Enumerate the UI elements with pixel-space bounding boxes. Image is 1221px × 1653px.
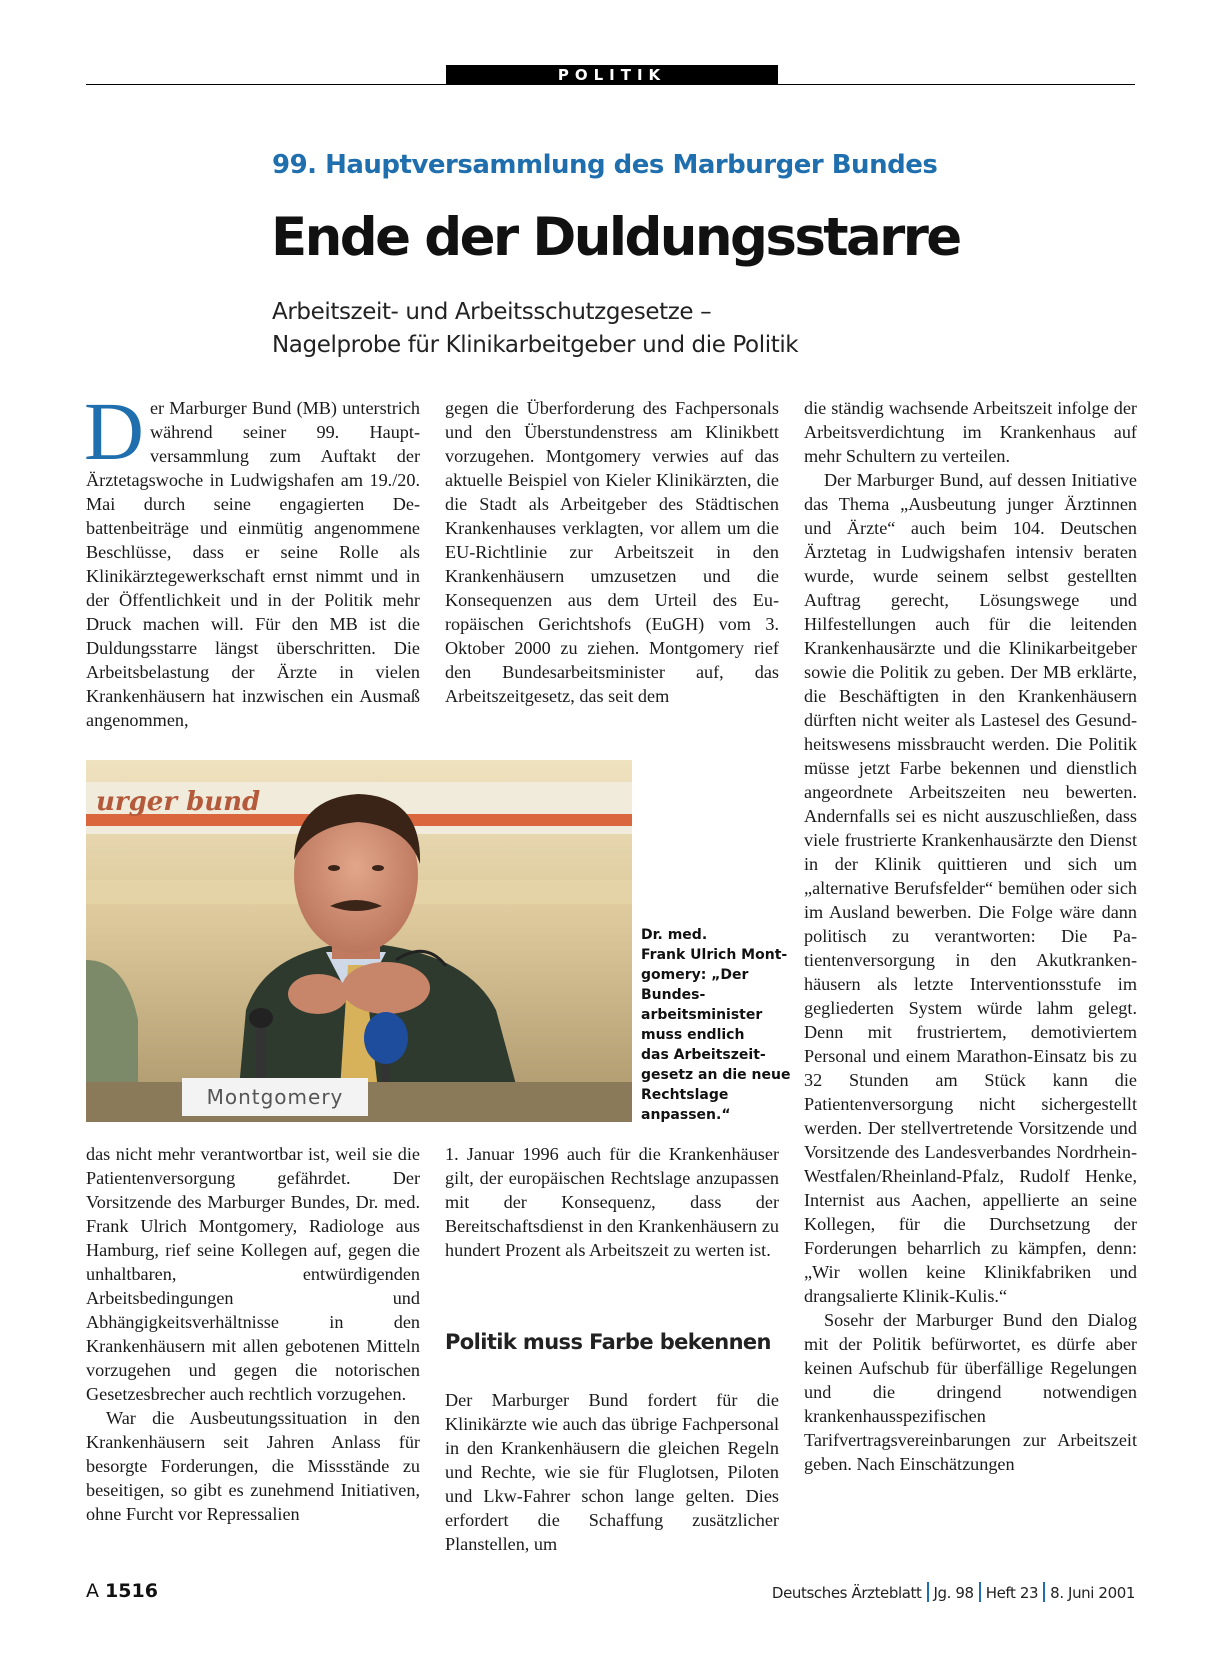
paragraph: 1. Januar 1996 auch für die Krankenhäuser gilt, der europäischen Rechtslage anzupassen mit der Konsequenz, dass der Bereitschaftsdienst in den Krankenhäusern zu hundert Prozent als Arbeitszeit zu werten ist.: [445, 1144, 779, 1260]
paragraph: die ständig wachsende Arbeitszeit infolge der Arbeitsverdichtung im Krankenhaus auf mehr Schultern zu verteilen.: [804, 398, 1137, 466]
paragraph: Der Marburger Bund fordert für die Klinikärzte wie auch das übrige Fachpersonal in den Krankenhäusern die gleichen Regeln und Rechte, wie sie für Fluglotsen, Piloten und Lkw-Fahrer schon lange gelten. Dies erfordert die Schaffung zusätzlicher Planstellen, um: [445, 1390, 779, 1554]
caption-line: gesetz an die neue: [641, 1067, 791, 1083]
lead-paragraph: [84, 385, 420, 732]
journal-name: Deutsches Ärzteblatt: [771, 1584, 922, 1602]
caption-line: Frank Ulrich Mont-: [641, 947, 788, 963]
photo-illustration: [86, 760, 632, 1122]
column-1-top: [84, 385, 420, 732]
paragraph: Der Marburger Bund, auf dessen Initiative das Thema „Ausbeutung junger Ärztinnen und Ärzte“ auch beim 104. Deutschen Ärztetag in Ludwigshafen intensiv beraten wurde, wurde seinem selbst gestellten Auftrag gerecht, Lösungswege und Hilfestellungen auch für die leitenden Krankenhausärzte und die Klinikarbeitgeber sowie die Politik zu geben. Der MB erklärte, die Beschäftigten in den Krankenhäusern dürften nicht weiter als Lastesel des Gesundheitswesens missbraucht werden. Die Politik müsse jetzt Farbe bekennen und dienstlich angeordnete Arbeitszeiten neu bewerten. Andernfalls sei es nicht auszuschließen, dass viele frustrierte Krankenhausärzte den Dienst in der Klinik quittieren und sich um „alternative Berufsfelder“ bemühen oder sich im Ausland bewerben. Die Folge wäre dann politisch zu verantworten: Die Patientenversorgung in den Akutkrankenhäusern als letzte Interventionsstufe im gegliederten System würde lahm gelegt. Denn mit frustriertem, demotiviertem Personal und einem Marathon-Einsatz bis zu 32 Stunden am Stück kann die Patientenversorgung nicht sichergestellt werden. Der stellvertretende Vorsitzende und Vorsitzende des Landesverbandes Nordrhein-Westfalen/Rheinland-Pfalz, Rudolf Henke, Internist aus Aachen, appellierte an seine Kollegen, für die Durchsetzung der Forderungen beharrlich zu kämpfen, denn: „Wir wollen keine Klinikfabriken und drangsalierte Klinik-Kulis.“: [804, 470, 1137, 1306]
lead-text: er Marburger Bund (MB) unterstrich während seiner 99. Hauptversammlung zum Auftakt der Ärztetagswoche in Ludwigshafen am 19./20. Mai durch seine engagierten Debattenbeiträge und einmütig angenommene Beschlüsse, dass er seine Rolle als Klinikärztegewerkschaft ernst nimmt und in der Öffentlichkeit und in der Politik mehr Druck machen will. Für den MB ist die Duldungsstarre längst überschritten. Die Arbeitsbelastung der Ärzte in vielen Krankenhäusern hat inzwischen ein Ausmaß angenommen,: [86, 398, 420, 730]
subhead: [272, 296, 1072, 362]
paragraph: Sosehr der Marburger Bund den Dialog mit der Politik befürwortet, es dürfe aber keinen Aufschub für überfällige Regelungen und die dringend notwendigen krankenhausspezifischen Tarifvertragsvereinbarungen zur Arbeitszeit geben. Nach Einschätzungen: [804, 1310, 1137, 1474]
column-2-after-subtitle: [445, 1388, 779, 1556]
footer-separator: [979, 1582, 981, 1602]
section-label: POLITIK: [446, 65, 778, 85]
article-photo: [86, 760, 632, 1122]
caption-line: Dr. med.: [641, 927, 708, 943]
column-2-bottom: [445, 1142, 779, 1262]
paragraph: War die Ausbeutungssituation in den Krankenhäusern seit Jahren Anlass für besorgte Forderungen, die Missstände zu beseitigen, so gibt es zunehmend Initiativen, ohne Furcht vor Repressalien: [86, 1408, 420, 1524]
subhead-line: Arbeitszeit- und Arbeitsschutzgesetze –: [272, 299, 712, 325]
journal-date: 8. Juni 2001: [1050, 1584, 1135, 1602]
kicker: 99. Hauptversammlung des Marburger Bundes: [272, 150, 938, 180]
drop-cap: D: [84, 385, 144, 477]
caption-line: gomery: „Der: [641, 967, 749, 983]
subhead-line: Nagelprobe für Klinikarbeitgeber und die Politik: [272, 332, 799, 358]
caption-line: arbeitsminister: [641, 1007, 763, 1023]
photo-caption: [641, 925, 791, 1125]
nameplate-text: Montgomery: [206, 1085, 344, 1109]
caption-line: anpassen.“: [641, 1107, 731, 1123]
footer-separator: [1043, 1582, 1045, 1602]
caption-line: das Arbeitszeit-: [641, 1047, 766, 1063]
paragraph: gegen die Überforderung des Fachpersonals und den Überstundenstress am Klinikbett vorzugehen. Montgomery verwies auf das aktuelle Beispiel von Kieler Klinikärzten, die die Stadt als Arbeitgeber des Städtischen Krankenhauses verklagten, vor allem um die EU-Richtlinie zur Arbeitszeit in den Krankenhäusern umzusetzen und die Konsequenzen aus dem Urteil des Europäischen Gerichtshofs (EuGH) vom 3. Oktober 2000 zu ziehen. Montgomery rief den Bundesarbeitsminister auf, das Arbeitszeitgesetz, das seit dem: [445, 398, 779, 706]
banner-text: urger bund: [96, 787, 261, 817]
paragraph: das nicht mehr verantwortbar ist, weil sie die Patientenversorgung gefährdet. Der Vorsitzende des Marburger Bundes, Dr. med. Frank Ulrich Montgomery, Radiologe aus Hamburg, rief seine Kollegen auf, gegen die unhaltbaren, entwürdigenden Arbeitsbedingungen und Abhängigkeitsverhältnisse in den Krankenhäusern mit allen gebotenen Mitteln vorzugehen und gegen die notorischen Gesetzesbrecher auch rechtlich vorzugehen.: [86, 1144, 420, 1404]
footer-citation: [772, 1582, 1135, 1602]
folio-prefix: A: [86, 1580, 99, 1602]
caption-line: Rechtslage: [641, 1087, 729, 1103]
page-folio: [86, 1580, 158, 1602]
column-1-bottom: [86, 1142, 420, 1526]
journal-volume: Jg. 98: [933, 1584, 974, 1602]
caption-line: muss endlich: [641, 1027, 745, 1043]
journal-issue: Heft 23: [985, 1584, 1039, 1602]
column-2-top: [445, 396, 779, 708]
caption-line: Bundes-: [641, 987, 706, 1003]
column-3: [804, 396, 1137, 1476]
footer-separator: [927, 1582, 929, 1602]
headline: Ende der Duldungsstarre: [271, 207, 960, 268]
section-subtitle: Politik muss Farbe bekennen: [445, 1330, 771, 1354]
page-number: 1516: [105, 1580, 158, 1602]
